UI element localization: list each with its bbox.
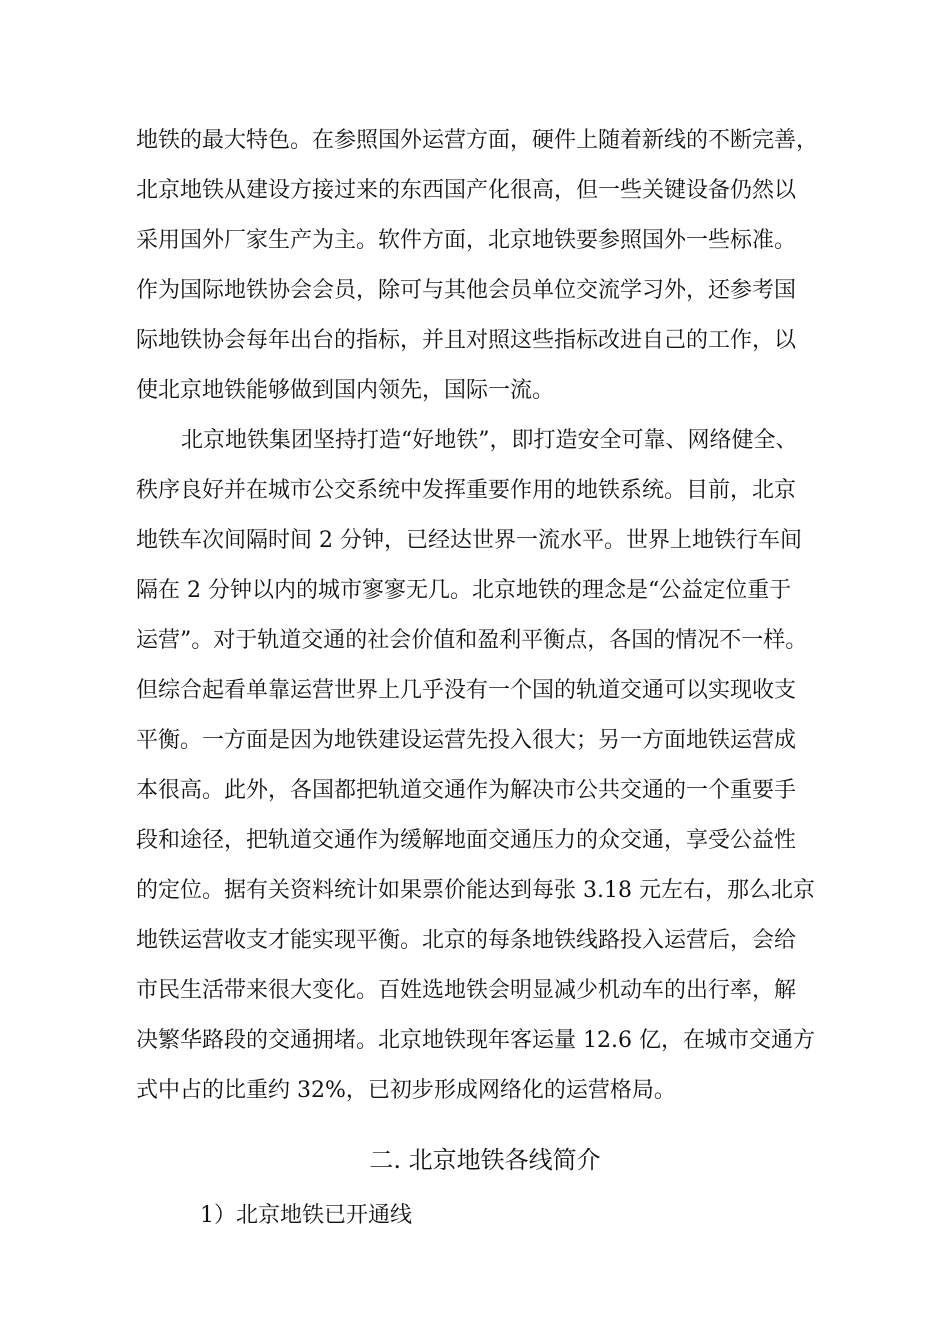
text-line: 段和途径，把轨道交通作为缓解地面交通压力的众交通，享受公益性	[136, 828, 797, 853]
text-line: 本很高。此外，各国都把轨道交通作为解决市公共交通的一个重要手	[136, 778, 797, 803]
text-line: 隔在 2 分钟以内的城市寥寥无几。北京地铁的理念是“公益定位重于	[136, 578, 792, 603]
text-line: 地铁运营收支才能实现平衡。北京的每条地铁线路投入运营后，会给	[136, 928, 797, 953]
text-line: 秩序良好并在城市公交系统中发挥重要作用的地铁系统。目前，北京	[136, 478, 797, 503]
text-line: 式中占的比重约 32%，已初步形成网络化的运营格局。	[136, 1078, 676, 1103]
text-line: 市民生活带来很大变化。百姓选地铁会明显减少机动车的出行率，解	[136, 978, 797, 1003]
text-line: 平衡。一方面是因为地铁建设运营先投入很大；另一方面地铁运营成	[136, 728, 797, 753]
text-line: 际地铁协会每年出台的指标，并且对照这些指标改进自己的工作，以	[136, 328, 797, 353]
text-line: 决繁华路段的交通拥堵。北京地铁现年客运量 12.6 亿，在城市交通方	[136, 1028, 815, 1053]
text-line: 但综合起看单靠运营世界上几乎没有一个国的轨道交通可以实现收支	[136, 678, 797, 703]
text-line: 地铁的最大特色。在参照国外运营方面，硬件上随着新线的不断完善，	[136, 128, 819, 153]
text-line: 北京地铁从建设方接过来的东西国产化很高，但一些关键设备仍然以	[136, 178, 797, 203]
section-heading: 二. 北京地铁各线简介	[369, 1146, 601, 1174]
text-line: 采用国外厂家生产为主。软件方面，北京地铁要参照国外一些标准。	[136, 228, 797, 253]
text-line: 作为国际地铁协会会员，除可与其他会员单位交流学习外，还参考国	[136, 278, 797, 303]
text-line: 北京地铁集团坚持打造“好地铁”，即打造安全可靠、网络健全、	[181, 428, 798, 453]
text-line: 运营”。对于轨道交通的社会价值和盈利平衡点，各国的情况不一样。	[136, 628, 808, 653]
text-line: 的定位。据有关资料统计如果票价能达到每张 3.18 元左右，那么北京	[136, 878, 815, 903]
text-line: 地铁车次间隔时间 2 分钟，已经达世界一流水平。世界上地铁行车间	[136, 528, 802, 553]
text-line: 使北京地铁能够做到国内领先，国际一流。	[136, 378, 555, 403]
sub-heading: 1）北京地铁已开通线	[200, 1203, 412, 1228]
